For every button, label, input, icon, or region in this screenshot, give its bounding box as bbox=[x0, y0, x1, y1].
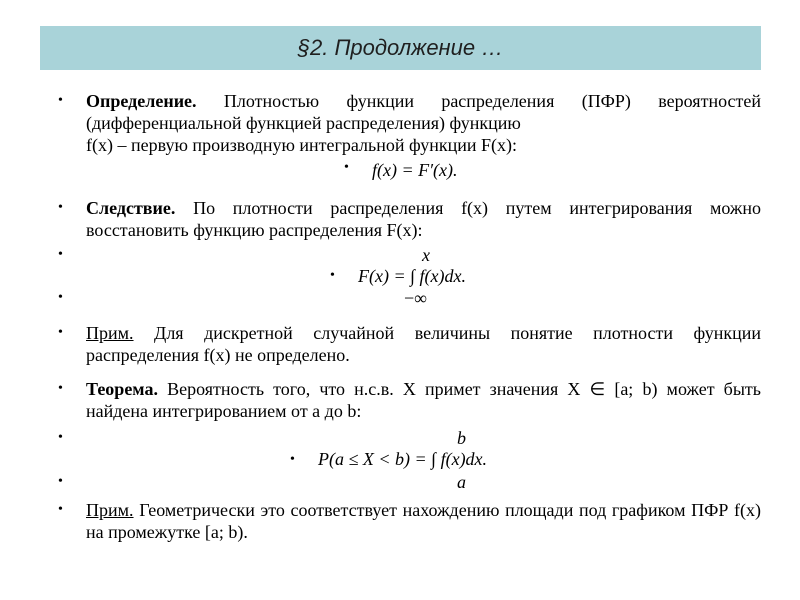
corollary-text: По плотности распределения f(x) путем интегрирования можно восстановить функцию распределения F(x): bbox=[86, 198, 761, 240]
theorem-text: Вероятность того, что н.с.в. X примет значения X ∈ [a; b) может быть найдена интегрированием от a до b: bbox=[86, 379, 762, 421]
note2-text: Геометрически это соответствует нахождению площади под графиком ПФР f(x) на промежутке [a; b). bbox=[86, 500, 762, 542]
slide-title: §2. Продолжение … bbox=[297, 35, 504, 60]
definition-formula: f(x) = F′(x). bbox=[372, 160, 458, 180]
bullet: • bbox=[58, 325, 63, 340]
integral-lower-limit: −∞ bbox=[404, 288, 427, 308]
corollary-formula: F(x) = ∫ f(x)dx. bbox=[358, 266, 467, 286]
bullet: • bbox=[58, 93, 63, 108]
bullet: • bbox=[344, 160, 349, 175]
bullet: • bbox=[58, 200, 63, 215]
bullet: • bbox=[290, 452, 295, 467]
bullet: • bbox=[58, 430, 63, 445]
theorem-paragraph bbox=[86, 378, 761, 422]
theorem-label: Теорема. bbox=[86, 379, 158, 399]
corollary-paragraph bbox=[86, 197, 761, 241]
definition-text: Плотностью функции распределения (ПФР) вероятностей (дифференциальной функцией распределения) функцию bbox=[86, 91, 762, 133]
note1-paragraph bbox=[86, 322, 761, 366]
note1-label: Прим. bbox=[86, 323, 134, 343]
integral-upper-limit: b bbox=[457, 428, 466, 448]
note2-paragraph bbox=[86, 499, 761, 543]
bullet: • bbox=[58, 290, 63, 305]
integral-lower-limit: a bbox=[457, 472, 466, 492]
definition-paragraph bbox=[86, 90, 761, 134]
theorem-formula: P(a ≤ X < b) = ∫ f(x)dx. bbox=[318, 449, 488, 469]
note1-text: Для дискретной случайной величины понятие плотности функции распределения f(x) не определено. bbox=[86, 323, 761, 365]
definition-label: Определение. bbox=[86, 91, 197, 111]
bullet: • bbox=[58, 502, 63, 517]
bullet: • bbox=[330, 268, 335, 283]
integral-upper-limit: x bbox=[422, 245, 430, 265]
definition-text-2: f(x) – первую производную интегральной функции F(x): bbox=[86, 135, 518, 155]
bullet: • bbox=[58, 247, 63, 262]
bullet: • bbox=[58, 474, 63, 489]
definition-line bbox=[86, 134, 761, 156]
bullet: • bbox=[58, 381, 63, 396]
corollary-label: Следствие. bbox=[86, 198, 176, 218]
slide-title-bar bbox=[40, 26, 761, 70]
note2-label: Прим. bbox=[86, 500, 134, 520]
